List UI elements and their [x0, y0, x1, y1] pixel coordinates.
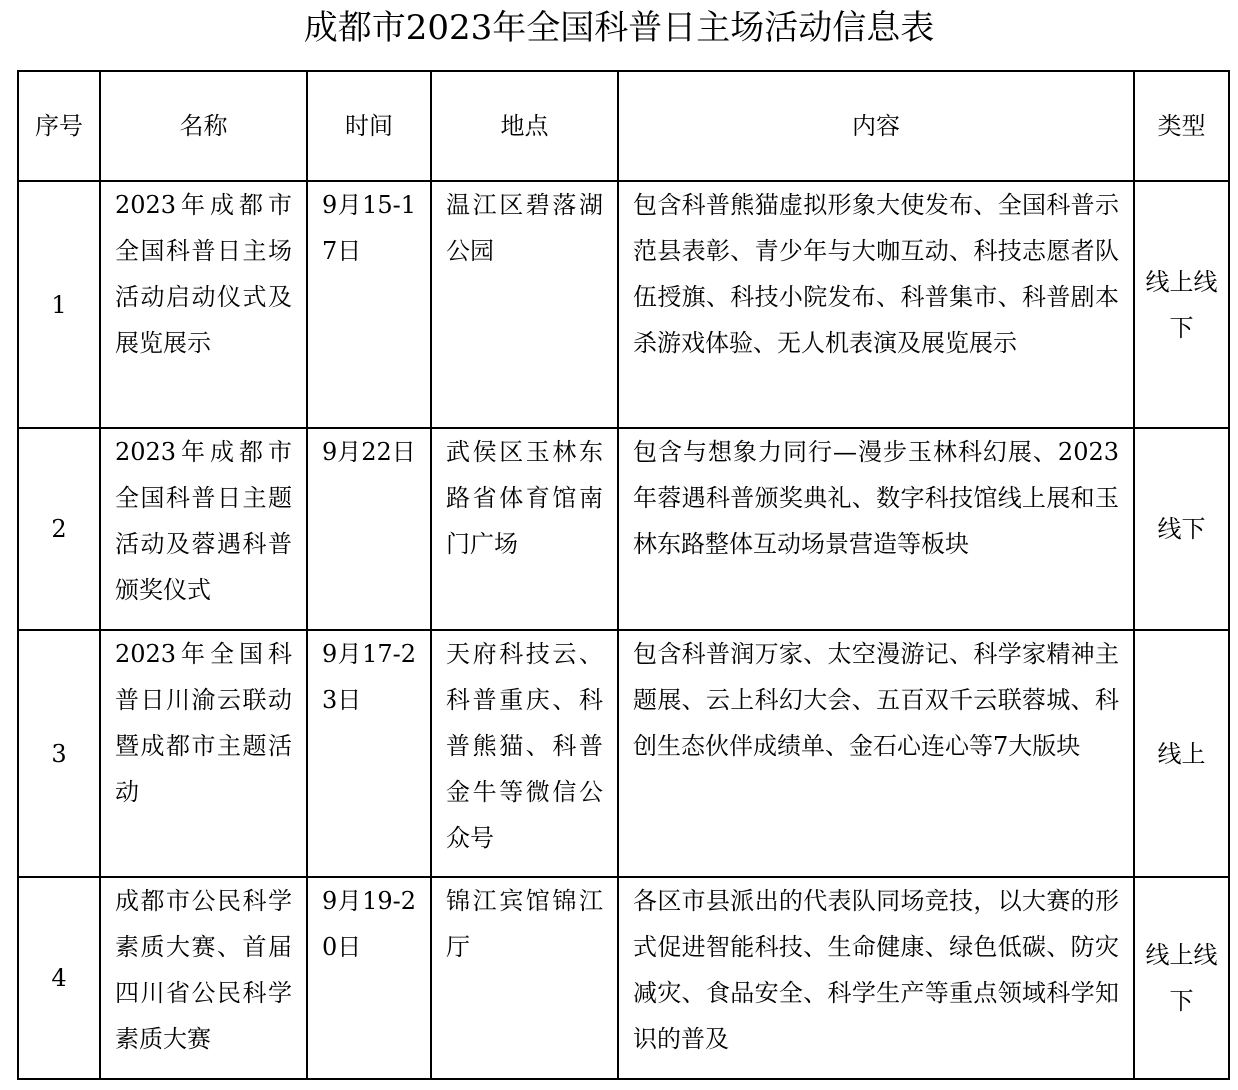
- row-time: 9月22日: [307, 428, 431, 630]
- row-index: 2: [18, 428, 100, 630]
- table-row: [18, 181, 1229, 428]
- row-place: 温江区碧落湖公园: [431, 181, 618, 428]
- header-index: 序号: [18, 71, 100, 181]
- header-place: 地点: [431, 71, 618, 181]
- row-index: 1: [18, 181, 100, 428]
- table-row: [18, 630, 1229, 877]
- page-title: 成都市2023年全国科普日主场活动信息表: [303, 8, 935, 48]
- row-name: 2023年成都市全国科普日主题活动及蓉遇科普颁奖仪式: [100, 428, 307, 630]
- table-header-row: [18, 71, 1229, 181]
- row-type: 线上线下: [1134, 181, 1229, 428]
- row-content: 包含科普熊猫虚拟形象大使发布、全国科普示范县表彰、青少年与大咖互动、科技志愿者队伍授旗、科技小院发布、科普集市、科普剧本杀游戏体验、无人机表演及展览展示: [618, 181, 1134, 428]
- row-content: 包含科普润万家、太空漫游记、科学家精神主题展、云上科幻大会、五百双千云联蓉城、科创生态伙伴成绩单、金石心连心等7大版块: [618, 630, 1134, 877]
- activity-table: [17, 70, 1230, 1080]
- header-name: 名称: [100, 71, 307, 181]
- row-time: 9月15-17日: [307, 181, 431, 428]
- row-index: 3: [18, 630, 100, 877]
- row-time: 9月17-23日: [307, 630, 431, 877]
- row-type: 线上: [1134, 630, 1229, 877]
- row-type: 线上线下: [1134, 877, 1229, 1079]
- header-time: 时间: [307, 71, 431, 181]
- header-content: 内容: [618, 71, 1134, 181]
- row-content: 包含与想象力同行—漫步玉林科幻展、2023年蓉遇科普颁奖典礼、数字科技馆线上展和玉林东路整体互动场景营造等板块: [618, 428, 1134, 630]
- header-type: 类型: [1134, 71, 1229, 181]
- row-name: 成都市公民科学素质大赛、首届四川省公民科学素质大赛: [100, 877, 307, 1079]
- row-index: 4: [18, 877, 100, 1079]
- row-place: 天府科技云、科普重庆、科普熊猫、科普金牛等微信公众号: [431, 630, 618, 877]
- row-type: 线下: [1134, 428, 1229, 630]
- table-row: [18, 428, 1229, 630]
- row-name: 2023年全国科普日川渝云联动暨成都市主题活动: [100, 630, 307, 877]
- row-place: 武侯区玉林东路省体育馆南门广场: [431, 428, 618, 630]
- row-content: 各区市县派出的代表队同场竞技，以大赛的形式促进智能科技、生命健康、绿色低碳、防灾减灾、食品安全、科学生产等重点领域科学知识的普及: [618, 877, 1134, 1079]
- row-time: 9月19-20日: [307, 877, 431, 1079]
- row-name: 2023年成都市全国科普日主场活动启动仪式及展览展示: [100, 181, 307, 428]
- table-row: [18, 877, 1229, 1079]
- row-place: 锦江宾馆锦江厅: [431, 877, 618, 1079]
